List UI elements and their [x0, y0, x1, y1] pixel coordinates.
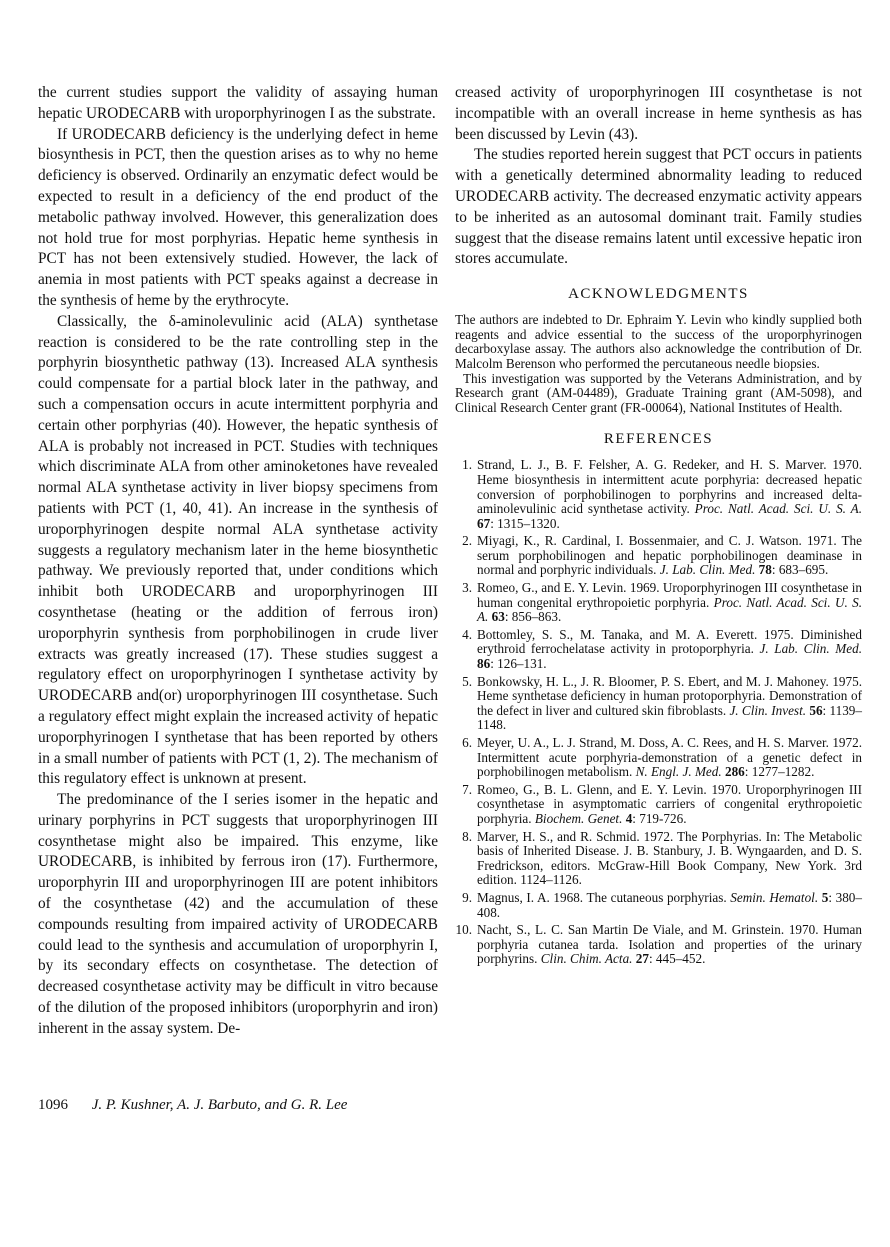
- reference-pages: : 445–452.: [648, 951, 706, 967]
- reference-text: Nacht, S., L. C. San Martin De Viale, and M. Grinstein. 1970. Human porphyria cutanea tarda. Isolation and properties of the urinary porphyrins.: [477, 922, 862, 967]
- reference-text: Bottomley, S. S., M. Tanaka, and M. A. Everett. 1975. Diminished erythroid ferrochelatase activity in protoporphyria.: [477, 626, 862, 657]
- reference-item: [455, 458, 862, 531]
- reference-volume: 56: [809, 702, 823, 718]
- reference-journal: Proc. Natl. Acad. Sci. U. S. A.: [694, 501, 862, 517]
- right-column: [455, 83, 862, 970]
- acknowledgment-paragraph: This investigation was supported by the Veterans Administration, and by Research grant (AM-04489), Graduate Training grant (AM-5098), and Clinical Research Center grant (FR-00064), National Institutes of Health.: [455, 370, 862, 415]
- acknowledgment-paragraph: The authors are indebted to Dr. Ephraim Y. Levin who kindly supplied both reagents and advice essential to the success of the uroporphyrinogen decarboxylase assay. The authors also acknowledge the contribution of Dr. Malcolm Berenson who performed the percutaneous needle biopsies.: [455, 312, 862, 371]
- reference-text: Romeo, G., and E. Y. Levin. 1969. Uroporphyrinogen III cosynthetase in human congenital erythropoietic porphyria.: [477, 580, 862, 610]
- reference-number: 8.: [462, 828, 472, 844]
- reference-number: 6.: [462, 735, 472, 751]
- reference-pages: : 1315–1320.: [490, 515, 560, 531]
- reference-pages: : 719-726.: [632, 810, 687, 826]
- references-heading: REFERENCES: [603, 431, 714, 448]
- reference-volume: 286: [724, 764, 745, 780]
- reference-volume: 5: [821, 889, 829, 905]
- reference-text: Marver, H. S., and R. Schmid. 1972. The Porphyrias. In: The Metabolic basis of Inherited Disease. J. B. Stanbury, J. B. Wyngaarden, and D. S. Fredrickson, editors. McGraw-Hill Book Company, New York. 3rd edition. 1124–1126.: [477, 828, 862, 888]
- reference-number: 3.: [462, 580, 472, 596]
- reference-volume: 27: [635, 951, 649, 967]
- reference-journal: J. Clin. Invest.: [729, 702, 807, 718]
- reference-number: 1.: [462, 457, 472, 473]
- body-paragraph: Classically, the δ-aminolevulinic acid (ALA) synthetase reaction is considered to be the rate controlling step in the porphyrin biosynthetic pathway (13). Increased ALA synthesis could compensate for a partial block later in the pathway, and such a compensation occurs in acute intermittent porphyria and certain other porphyrias (40). However, the hepatic synthesis of ALA is probably not increased in PCT. Studies with techniques which discriminate ALA from other aminoketones have revealed normal ALA synthetase activity in liver biopsy specimens from patients with PCT (1, 40, 41). An increase in the synthesis of uroporphyrinogen despite normal ALA synthetase activity suggests a regulatory mechanism later in the heme biosynthetic pathway. We previously reported that, under conditions which inhibit both URODECARB and uroporphyrinogen III cosynthetase (heating or the addition of ferrous iron) uroporphyrin synthesis from porphobilinogen in crude liver extracts was greatly increased (17). These studies suggest a regulatory effect on uroporphyrinogen I synthetase activity by URODECARB and(or) uroporphyrinogen III cosynthetase. Such a regulatory effect might explain the increased activity of hepatic uroporphyrinogen I synthetase that has been reported by others in a small number of patients with PCT (1, 2). The mechanism of this regulatory effect is unknown at present.: [38, 312, 438, 788]
- reference-item: [455, 534, 862, 578]
- reference-pages: : 380–408.: [477, 889, 862, 920]
- reference-volume: 63: [491, 609, 505, 625]
- reference-text: Romeo, G., B. L. Glenn, and E. Y. Levin. 1970. Uroporphyrinogen III cosynthetase in asymptomatic carriers of congenital erythropoietic porphyria.: [477, 781, 862, 826]
- reference-item: [455, 923, 862, 967]
- reference-number: 4.: [462, 626, 472, 642]
- reference-list: [455, 458, 862, 967]
- reference-item: [455, 891, 862, 920]
- reference-item: [455, 581, 862, 625]
- reference-journal: N. Engl. J. Med.: [635, 764, 722, 780]
- acknowledgments-heading: ACKNOWLEDGMENTS: [568, 286, 749, 303]
- reference-text: Miyagi, K., R. Cardinal, I. Bossenmaier, and C. J. Watson. 1971. The serum porphobilinogen and hepatic porphobilinogen deaminase in normal and porphyric individuals.: [477, 533, 862, 578]
- reference-item: [455, 628, 862, 672]
- body-paragraph: creased activity of uroporphyrinogen III cosynthetase is not incompatible with an overall increase in heme synthesis as has been discussed by Levin (43).: [455, 84, 862, 143]
- reference-text: Magnus, I. A. 1968. The cutaneous porphyrias.: [477, 889, 731, 905]
- body-paragraph: The studies reported herein suggest that PCT occurs in patients with a genetically determined abnormality leading to reduced URODECARB activity. The decreased enzymatic activity appears to be inherited as an autosomal dominant trait. Family studies suggest that the disease remains latent until excessive hepatic iron stores accumulate.: [455, 146, 862, 268]
- body-paragraph: If URODECARB deficiency is the underlying defect in heme biosynthesis in PCT, then the question arises as to why no heme deficiency is observed. Ordinarily an enzymatic defect would be expected to result in a deficiency of the end product of the metabolic pathway involved. However, this generalization does not hold true for most porphyrias. Hepatic heme synthesis in PCT has not been extensively studied. However, the lack of anemia in most patients with PCT speaks against a decrease in the synthesis of heme by the erythrocyte.: [38, 125, 438, 309]
- running-authors: J. P. Kushner, A. J. Barbuto, and G. R. Lee: [91, 1097, 348, 1113]
- reference-item: [455, 830, 862, 888]
- reference-item: [455, 736, 862, 780]
- reference-text: Bonkowsky, H. L., J. R. Bloomer, P. S. Ebert, and M. J. Mahoney. 1975. Heme synthetase deficiency in human protoporphyria. Demonstration of the defect in liver and cultured skin fibroblasts.: [477, 673, 862, 718]
- reference-volume: 4: [625, 810, 633, 826]
- reference-text: Meyer, U. A., L. J. Strand, M. Doss, A. C. Rees, and H. S. Marver. 1972. Intermittent acute porphyria-demonstration of a genetic defect in porphobilinogen metabolism.: [477, 735, 862, 780]
- reference-pages: : 1139–1148.: [477, 702, 862, 733]
- reference-pages: : 856–863.: [504, 609, 562, 625]
- reference-pages: : 126–131.: [490, 656, 547, 672]
- reference-journal: Clin. Chim. Acta.: [540, 951, 633, 967]
- reference-volume: 67: [477, 515, 491, 531]
- reference-text: Strand, L. J., B. F. Felsher, A. G. Redeker, and H. S. Marver. 1970. Heme biosynthesis in intermittent acute porphyria: decreased hepatic conversion of porphobilinogen to porphyrins and increased delta-aminolevulinic acid synthetase activity.: [477, 457, 862, 517]
- reference-journal: Biochem. Genet.: [534, 810, 623, 826]
- reference-pages: : 683–695.: [771, 562, 829, 578]
- reference-journal: J. Lab. Clin. Med.: [759, 641, 862, 657]
- page-footer: [38, 1097, 347, 1114]
- reference-volume: 78: [758, 562, 772, 578]
- reference-item: [455, 783, 862, 827]
- reference-journal: Proc. Natl. Acad. Sci. U. S. A.: [477, 594, 863, 625]
- reference-number: 5.: [462, 673, 472, 689]
- reference-item: [455, 675, 862, 733]
- reference-pages: : 1277–1282.: [744, 764, 815, 780]
- reference-number: 10.: [455, 922, 472, 938]
- reference-volume: 86: [477, 656, 491, 672]
- body-paragraph: The predominance of the I series isomer in the hepatic and urinary porphyrins in PCT suggests that uroporphyrinogen III cosynthetase might also be impaired. This enzyme, like URODECARB, is inhibited by ferrous iron (17). Furthermore, uroporphyrin III and uroporphyrinogen III are potent inhibitors of the cosynthetase (42) and the accumulation of these compounds resulting from impaired activity of URODECARB could lead to the synthesis and accumulation of uroporphyrin I, by its secondary effects on cosynthetase. The detection of decreased cosynthetase activity may be difficult in vitro because of the dilution of the proposed inhibitors (uroporphyrin and iron) inherent in the assay system. De-: [38, 791, 438, 1037]
- reference-number: 7.: [462, 781, 472, 797]
- body-paragraph: the current studies support the validity of assaying human hepatic URODECARB with uroporphyrinogen I as the substrate.: [38, 84, 438, 122]
- left-column: [38, 83, 438, 1040]
- reference-journal: Semin. Hematol.: [730, 889, 819, 905]
- reference-number: 2.: [462, 533, 472, 549]
- reference-journal: J. Lab. Clin. Med.: [659, 562, 756, 578]
- page-number: 1096: [38, 1097, 68, 1113]
- reference-number: 9.: [462, 889, 472, 905]
